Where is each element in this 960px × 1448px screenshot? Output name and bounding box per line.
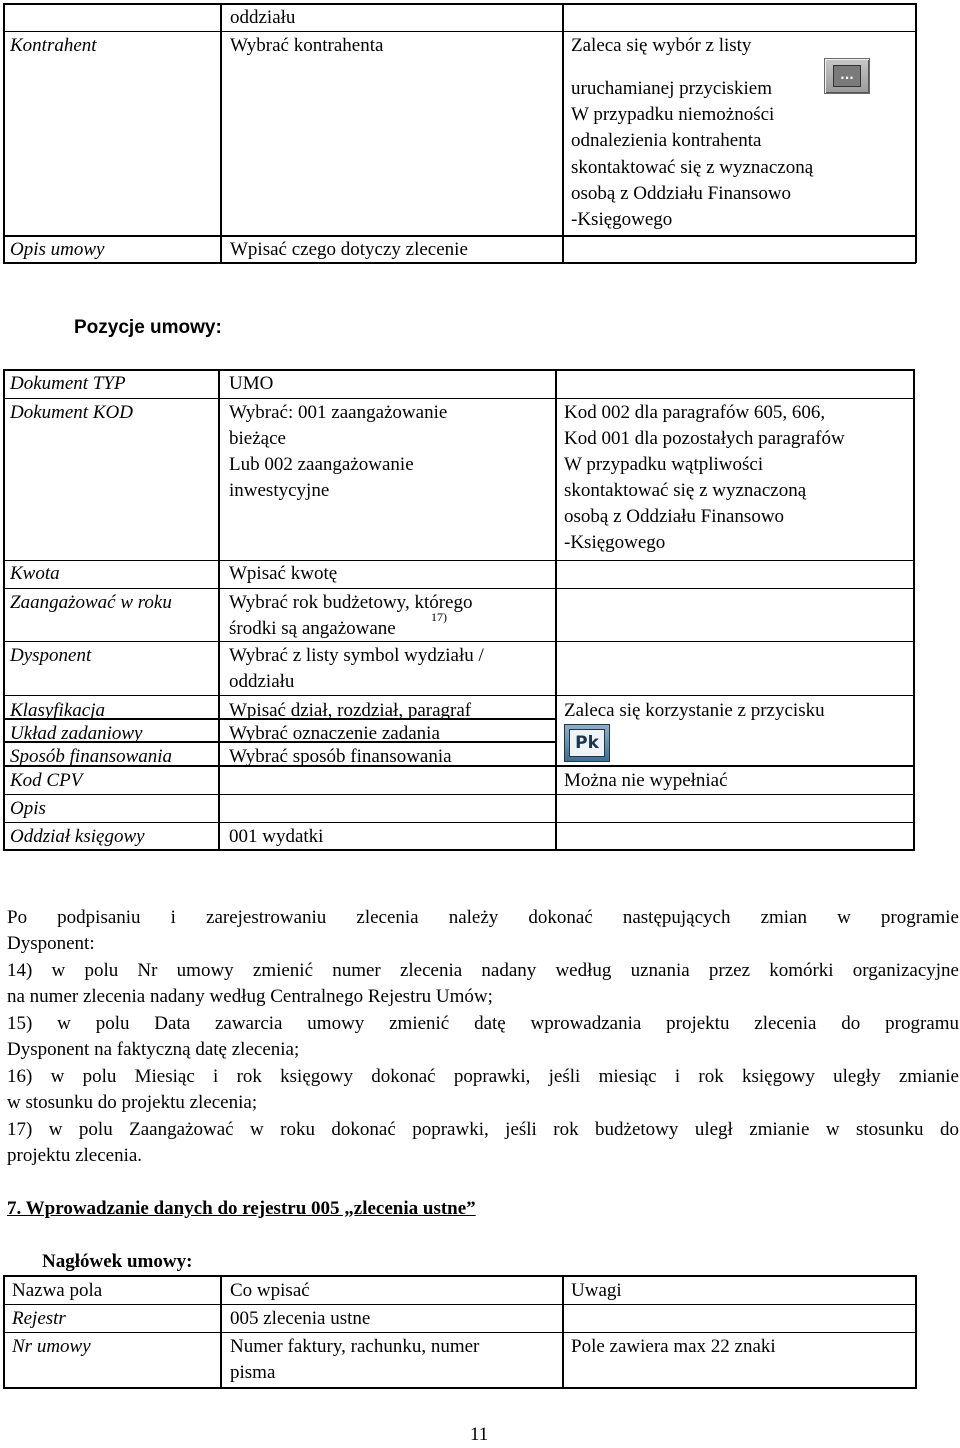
table1-note-kontrahent: Zaleca się wybór z listy [571, 35, 752, 56]
table2-note: Kod 002 dla paragrafów 605, 606, Kod 001 dla pozostałych paragrafów W przypadku wątpliwości skontaktować się z wyznaczoną osobą z Oddziału Finansowo -Księgowego [564, 402, 845, 553]
table2-label: Sposób finansowania [10, 746, 173, 767]
pk-icon: Pk [569, 729, 605, 757]
table2-value: 001 wydatki [229, 826, 324, 847]
table1-note-line: odnalezienia kontrahenta [571, 130, 762, 151]
table2-value: Wpisać kwotę [229, 563, 338, 584]
table3-value: Numer faktury, rachunku, numer pisma [230, 1336, 480, 1383]
table2-label: Układ zadaniowy [10, 723, 143, 744]
paragraph-line: na numer zlecenia nadany według Centralnego Rejestru Umów; [7, 986, 493, 1007]
table2-label: Dysponent [10, 645, 92, 666]
section-heading-naglowek: Nagłówek umowy: [42, 1251, 193, 1272]
dots-icon: ... [833, 65, 861, 87]
table1-value-kontrahent: Wybrać kontrahenta [230, 35, 384, 56]
page-number: 11 [470, 1424, 489, 1445]
table1-label-kontrahent: Kontrahent [10, 35, 97, 56]
paragraph-line: Dysponent: [7, 933, 95, 954]
table1-note-line: -Księgowego [571, 209, 673, 230]
table3-header-name: Nazwa pola [12, 1280, 103, 1301]
table2-label: Kwota [10, 563, 60, 584]
table1-note-line: skontaktować się z wyznaczoną [571, 157, 814, 178]
table2-note: Można nie wypełniać [564, 770, 728, 791]
table2-label: Kod CPV [10, 770, 83, 791]
paragraph-line: w stosunku do projektu zlecenia; [7, 1092, 258, 1113]
table3-label: Rejestr [12, 1308, 66, 1329]
table1-note-line: W przypadku niemożności [571, 104, 775, 125]
table2-label: Dokument KOD [10, 402, 133, 423]
section-heading-7: 7. Wprowadzanie danych do rejestru 005 „zlecenia ustne” [7, 1198, 476, 1219]
table2-label: Opis [10, 798, 46, 819]
table2-label: Klasyfikacja [10, 700, 105, 721]
table1-note-line: osobą z Oddziału Finansowo [571, 183, 792, 204]
section-heading-pozycje: Pozycje umowy: [74, 317, 222, 338]
contractor-list-button[interactable] [824, 58, 870, 94]
table1-value-opis-umowy: Wpisać czego dotyczy zlecenie [230, 239, 468, 260]
table2-value: Wybrać rok budżetowy, którego środki są angażowane [229, 592, 473, 639]
paragraph-line: Po podpisaniu i zarejestrowaniu zlecenia należy dokonać następujących zmian w programie [7, 907, 959, 928]
table2-value: UMO [229, 373, 274, 394]
paragraph-line: 17) w polu Zaangażować w roku dokonać poprawki, jeśli rok budżetowy uległ zmianie w stosunku do [7, 1119, 959, 1140]
table3-header-what: Co wpisać [230, 1280, 310, 1301]
paragraph-line: 14) w polu Nr umowy zmienić numer zlecenia nadany według uznania przez komórki organizacyjne [7, 960, 959, 981]
table2-value: Wybrać sposób finansowania [229, 746, 452, 767]
paragraph-line: projektu zlecenia. [7, 1145, 143, 1166]
table1-cell-oddzialu: oddziału [230, 7, 296, 28]
table3-value: 005 zlecenia ustne [230, 1308, 371, 1329]
table3-note: Pole zawiera max 22 znaki [571, 1336, 776, 1357]
table2-value: Wybrać: 001 zaangażowanie bieżące Lub 002 zaangażowanie inwestycyjne [229, 402, 448, 501]
table2-label: Dokument TYP [10, 373, 126, 394]
paragraph-line: 16) w polu Miesiąc i rok księgowy dokonać poprawki, jeśli miesiąc i rok księgowy uległy zmianie [7, 1066, 959, 1087]
table1-label-opis-umowy: Opis umowy [10, 239, 105, 260]
table2-note: Zaleca się korzystanie z przycisku [564, 700, 825, 721]
footnote-ref: 17) [431, 610, 447, 624]
table2-label: Oddział księgowy [10, 826, 145, 847]
table2-value: Wybrać oznaczenie zadania [229, 723, 440, 744]
table1-note-line: uruchamianej przyciskiem [571, 78, 773, 99]
paragraph-line: Dysponent na faktyczną datę zlecenia; [7, 1039, 300, 1060]
paragraph-line: 15) w polu Data zawarcia umowy zmienić datę wprowadzania projektu zlecenia do programu [7, 1013, 959, 1034]
table3-header-notes: Uwagi [571, 1280, 622, 1301]
table2-value: Wybrać z listy symbol wydziału / oddziału [229, 645, 484, 692]
table3-label: Nr umowy [12, 1336, 91, 1357]
table2-label: Zaangażować w roku [10, 592, 172, 613]
table2-value: Wpisać dział, rozdział, paragraf [229, 700, 472, 721]
classification-button[interactable] [564, 724, 610, 762]
